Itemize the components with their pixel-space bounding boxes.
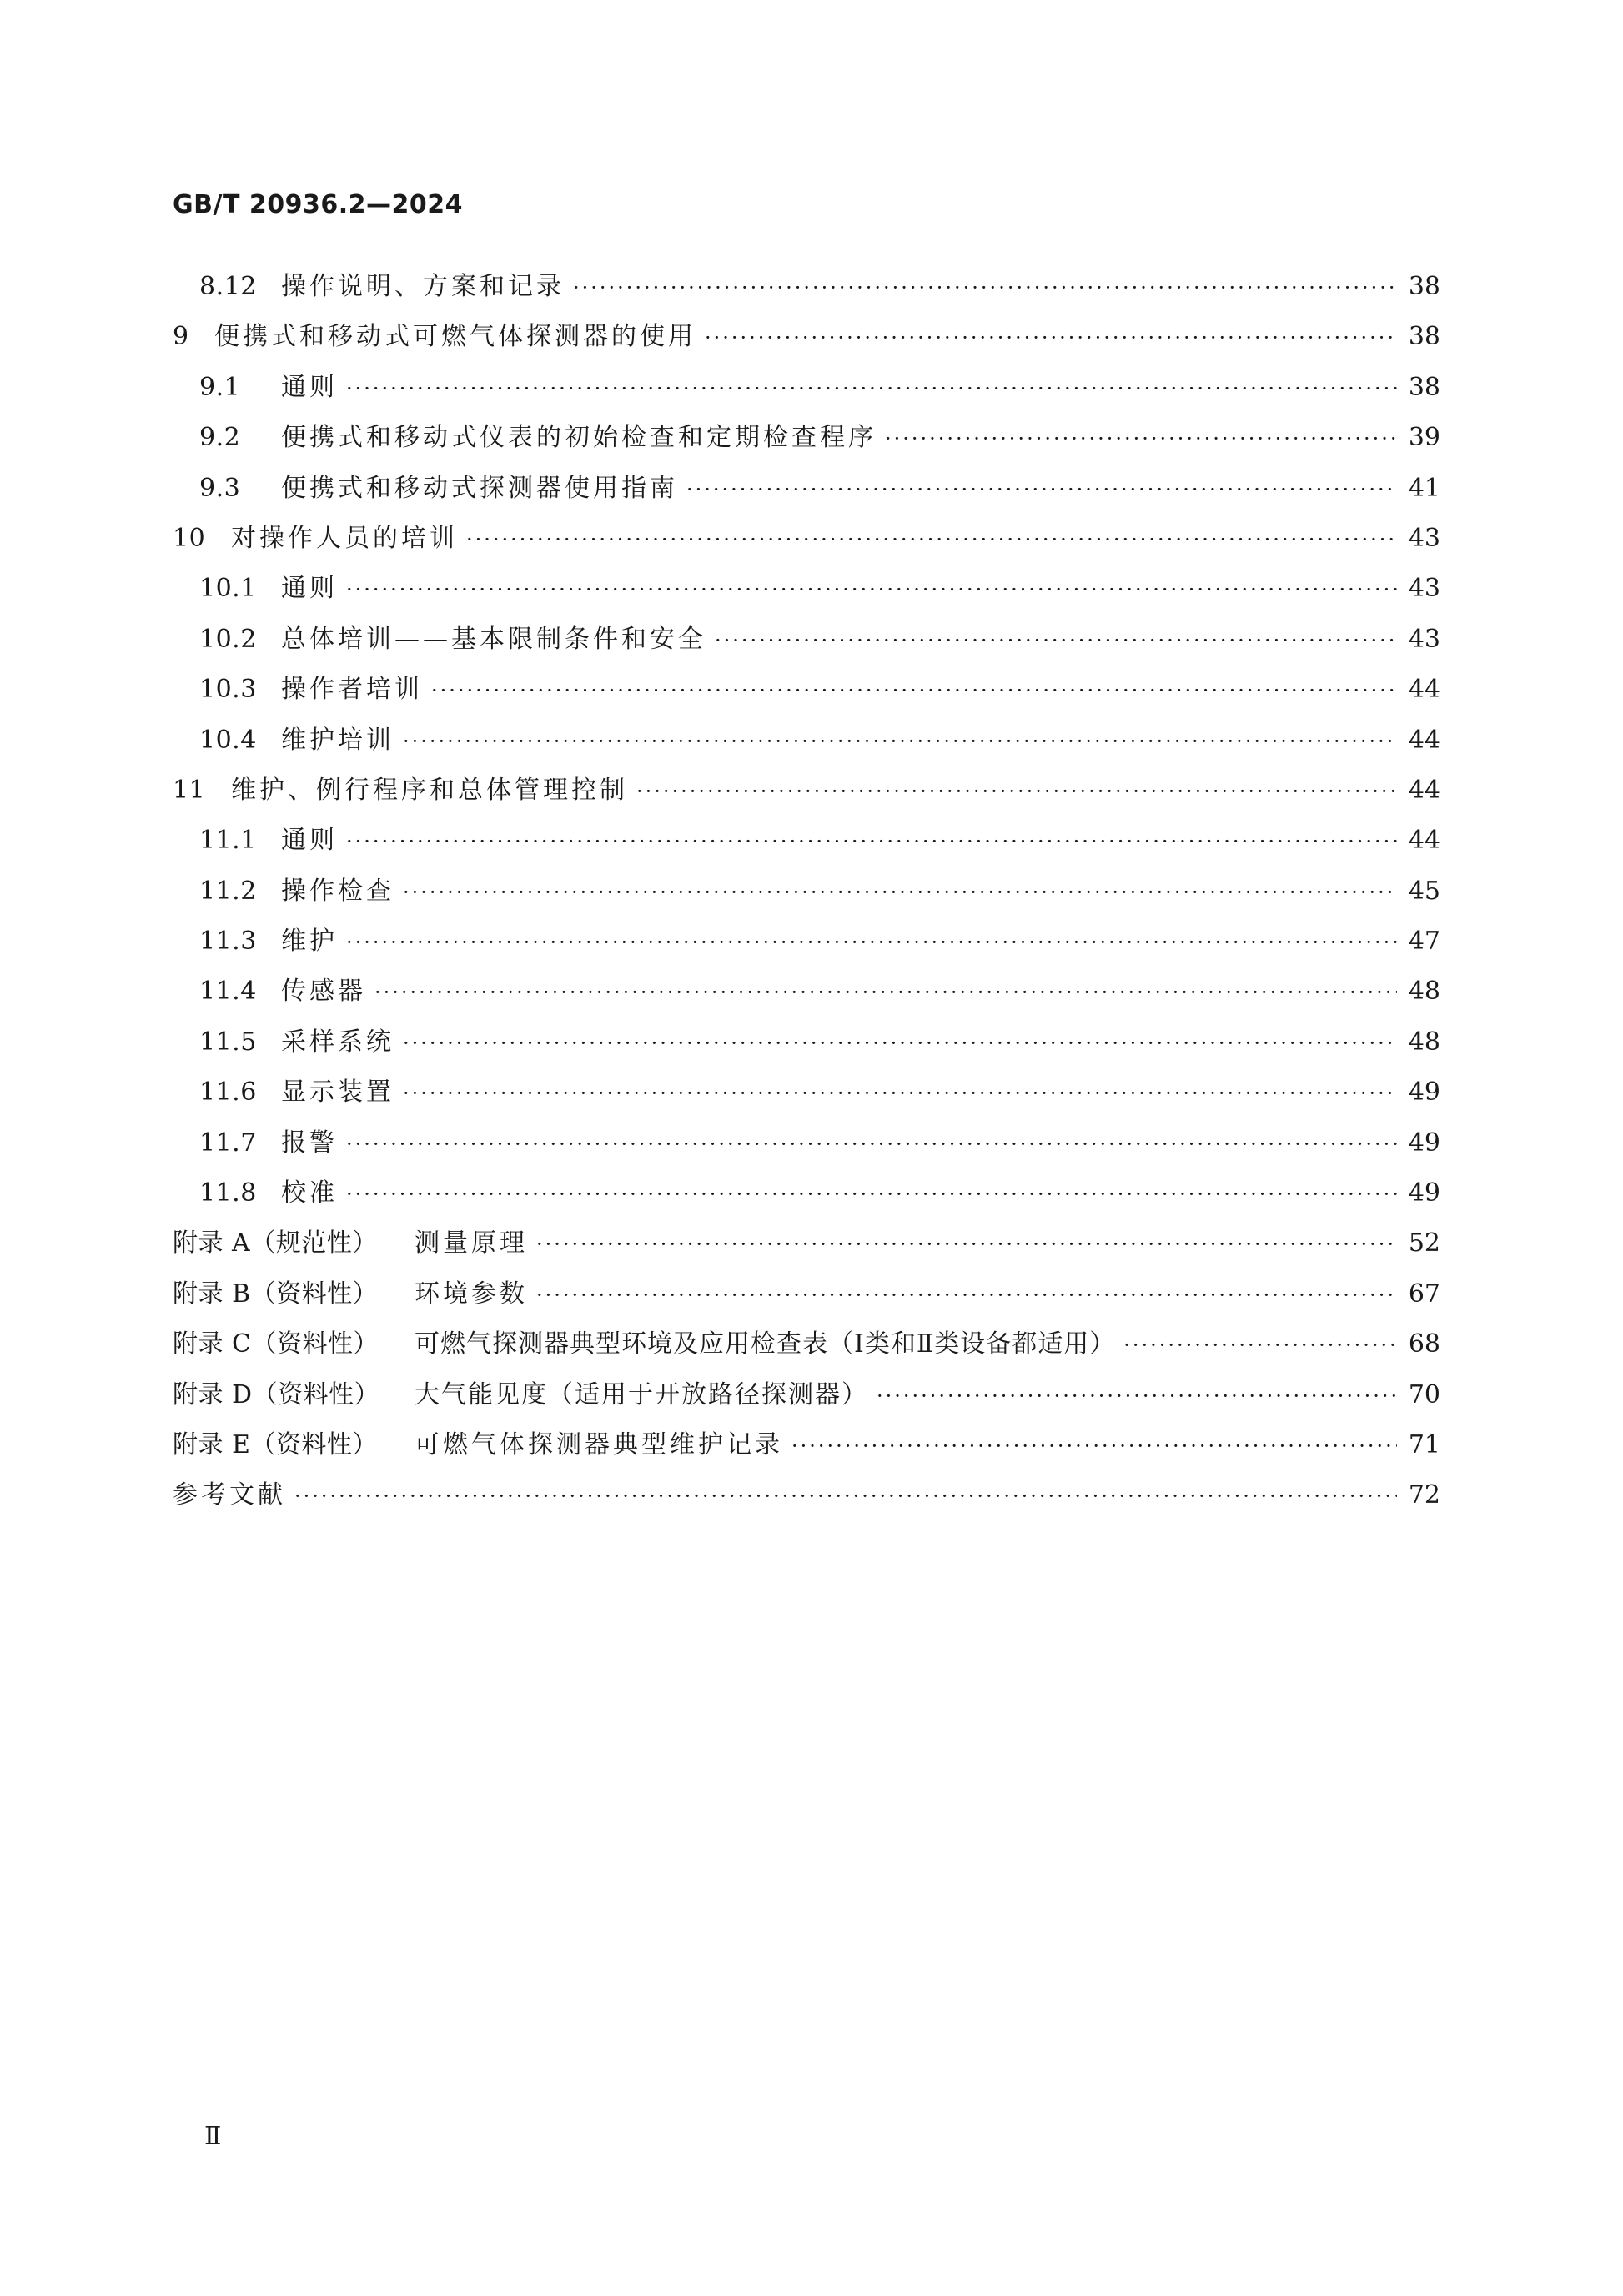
toc-entry-page: 38 xyxy=(1408,372,1440,402)
toc-entry-page: 44 xyxy=(1408,826,1440,856)
toc-entry-number: 10 xyxy=(173,523,206,553)
toc-entry[interactable] xyxy=(173,517,1440,567)
toc-entry[interactable] xyxy=(173,719,1440,769)
toc-entry-title: 维护培训 xyxy=(281,725,394,755)
toc-entry-title: 环境参数 xyxy=(415,1279,528,1309)
toc-entry-title: 参考文献 xyxy=(173,1480,286,1510)
toc-entry[interactable] xyxy=(173,618,1440,668)
toc-entry-title: 总体培训——基本限制条件和安全 xyxy=(281,624,706,654)
toc-dot-leader xyxy=(431,679,1397,702)
toc-entry-title: 便携式和移动式探测器使用指南 xyxy=(281,473,678,503)
toc-dot-leader xyxy=(403,1082,1397,1105)
toc-entry-number: 8.12 xyxy=(199,272,257,301)
toc-dot-leader xyxy=(715,629,1397,652)
toc-dot-leader xyxy=(877,1384,1397,1408)
toc-entry-number: 11.6 xyxy=(199,1078,257,1108)
toc-dot-leader xyxy=(466,528,1397,551)
toc-entry-number: 附录 D（资料性） xyxy=(173,1379,380,1409)
toc-entry-number: 附录 A（规范性） xyxy=(173,1228,378,1259)
toc-entry-page: 48 xyxy=(1408,977,1440,1007)
toc-entry-number: 9 xyxy=(173,322,189,352)
toc-entry[interactable] xyxy=(173,870,1440,920)
page-number: Ⅱ xyxy=(204,2122,222,2151)
toc-entry-title: 传感器 xyxy=(281,977,366,1007)
toc-entry-page: 38 xyxy=(1408,272,1440,301)
toc-entry[interactable] xyxy=(173,1424,1440,1474)
toc-entry-number: 11.5 xyxy=(199,1027,257,1057)
toc-entry[interactable] xyxy=(173,769,1440,819)
toc-entry-page: 48 xyxy=(1408,1027,1440,1057)
toc-entry-page: 71 xyxy=(1408,1429,1440,1459)
toc-entry[interactable] xyxy=(173,1474,1440,1524)
toc-entry-title: 操作检查 xyxy=(281,876,394,906)
toc-entry-title: 大气能见度（适用于开放路径探测器） xyxy=(415,1379,868,1409)
toc-entry-page: 67 xyxy=(1408,1279,1440,1309)
toc-entry[interactable] xyxy=(173,467,1440,517)
toc-entry-number: 附录 B（资料性） xyxy=(173,1279,379,1309)
toc-entry[interactable] xyxy=(173,1374,1440,1424)
toc-entry[interactable] xyxy=(173,920,1440,970)
toc-entry-title: 可燃气探测器典型环境及应用检查表（Ⅰ类和Ⅱ类设备都适用） xyxy=(415,1329,1116,1359)
toc-entry-page: 44 xyxy=(1408,725,1440,755)
toc-entry-title: 测量原理 xyxy=(415,1228,528,1259)
toc-entry[interactable] xyxy=(173,265,1440,315)
toc-entry-page: 43 xyxy=(1408,574,1440,604)
toc-entry[interactable] xyxy=(173,970,1440,1020)
toc-dot-leader xyxy=(346,830,1397,853)
toc-dot-leader xyxy=(346,1183,1397,1206)
toc-dot-leader xyxy=(636,780,1397,803)
toc-dot-leader xyxy=(403,1032,1397,1055)
toc-entry-number: 11.3 xyxy=(199,927,257,957)
toc-dot-leader xyxy=(346,931,1397,954)
toc-entry-number: 11.7 xyxy=(199,1128,257,1158)
toc-entry[interactable] xyxy=(173,819,1440,869)
toc-entry-page: 41 xyxy=(1408,473,1440,503)
toc-entry-page: 68 xyxy=(1408,1329,1440,1359)
toc-dot-leader xyxy=(403,730,1397,753)
table-of-contents xyxy=(173,265,1440,1525)
toc-dot-leader xyxy=(346,1133,1397,1156)
toc-entry[interactable] xyxy=(173,668,1440,718)
toc-dot-leader xyxy=(346,578,1397,601)
toc-entry-title: 便携式和移动式仪表的初始检查和定期检查程序 xyxy=(281,423,877,453)
toc-entry-title: 可燃气体探测器典型维护记录 xyxy=(415,1429,783,1459)
toc-entry-title: 便携式和移动式可燃气体探测器的使用 xyxy=(214,322,696,352)
toc-entry[interactable] xyxy=(173,416,1440,466)
toc-entry-page: 38 xyxy=(1408,322,1440,352)
toc-entry[interactable] xyxy=(173,1273,1440,1323)
toc-entry-number: 9.3 xyxy=(199,473,241,503)
toc-entry-title: 校准 xyxy=(281,1178,338,1208)
toc-entry-number: 11.1 xyxy=(199,826,257,856)
toc-entry[interactable] xyxy=(173,567,1440,617)
toc-entry-title: 采样系统 xyxy=(281,1027,394,1057)
toc-entry[interactable] xyxy=(173,1222,1440,1272)
toc-entry-page: 45 xyxy=(1408,876,1440,906)
toc-entry-page: 43 xyxy=(1408,624,1440,654)
toc-entry[interactable] xyxy=(173,1071,1440,1121)
toc-entry-number: 11.8 xyxy=(199,1178,257,1208)
toc-entry-page: 72 xyxy=(1408,1480,1440,1510)
toc-entry-number: 9.1 xyxy=(199,372,241,402)
toc-entry-page: 44 xyxy=(1408,775,1440,805)
toc-entry-title: 操作者培训 xyxy=(281,675,423,705)
toc-entry-number: 11 xyxy=(173,775,206,805)
toc-dot-leader xyxy=(536,1233,1397,1256)
toc-entry-number: 附录 C（资料性） xyxy=(173,1329,379,1359)
toc-entry-number: 10.1 xyxy=(199,574,257,604)
toc-dot-leader xyxy=(573,276,1397,299)
toc-entry-page: 52 xyxy=(1408,1228,1440,1259)
toc-entry-number: 11.4 xyxy=(199,977,257,1007)
toc-entry-page: 47 xyxy=(1408,927,1440,957)
toc-entry-number: 10.2 xyxy=(199,624,257,654)
toc-dot-leader xyxy=(536,1284,1397,1307)
toc-entry-title: 操作说明、方案和记录 xyxy=(281,272,565,301)
toc-entry-title: 维护、例行程序和总体管理控制 xyxy=(231,775,628,805)
toc-dot-leader xyxy=(885,427,1397,450)
toc-dot-leader xyxy=(1123,1334,1397,1357)
toc-entry-title: 对操作人员的培训 xyxy=(231,523,458,553)
toc-entry-page: 49 xyxy=(1408,1128,1440,1158)
toc-entry[interactable] xyxy=(173,1323,1440,1373)
toc-entry-number: 附录 E（资料性） xyxy=(173,1429,378,1459)
toc-dot-leader xyxy=(403,881,1397,904)
toc-entry[interactable] xyxy=(173,315,1440,365)
toc-entry-title: 通则 xyxy=(281,574,338,604)
toc-entry-number: 9.2 xyxy=(199,423,241,453)
toc-entry[interactable] xyxy=(173,1122,1440,1172)
toc-entry-page: 43 xyxy=(1408,523,1440,553)
toc-dot-leader xyxy=(791,1434,1397,1458)
toc-entry-page: 49 xyxy=(1408,1178,1440,1208)
toc-entry-number: 10.4 xyxy=(199,725,257,755)
toc-dot-leader xyxy=(346,377,1397,400)
toc-entry-page: 44 xyxy=(1408,675,1440,705)
toc-dot-leader xyxy=(294,1485,1397,1508)
toc-entry-title: 显示装置 xyxy=(281,1078,394,1108)
toc-dot-leader xyxy=(686,478,1397,501)
toc-entry-title: 通则 xyxy=(281,826,338,856)
toc-entry-number: 10.3 xyxy=(199,675,257,705)
document-code: GB/T 20936.2—2024 xyxy=(173,190,463,219)
toc-dot-leader xyxy=(374,981,1397,1004)
toc-entry[interactable] xyxy=(173,1021,1440,1071)
toc-entry-page: 49 xyxy=(1408,1078,1440,1108)
toc-dot-leader xyxy=(705,326,1397,349)
toc-entry-number: 11.2 xyxy=(199,876,257,906)
toc-entry-title: 报警 xyxy=(281,1128,338,1158)
toc-entry[interactable] xyxy=(173,366,1440,416)
toc-entry[interactable] xyxy=(173,1172,1440,1222)
toc-entry-page: 70 xyxy=(1408,1379,1440,1409)
toc-entry-page: 39 xyxy=(1408,423,1440,453)
toc-entry-title: 通则 xyxy=(281,372,338,402)
toc-entry-title: 维护 xyxy=(281,927,338,957)
